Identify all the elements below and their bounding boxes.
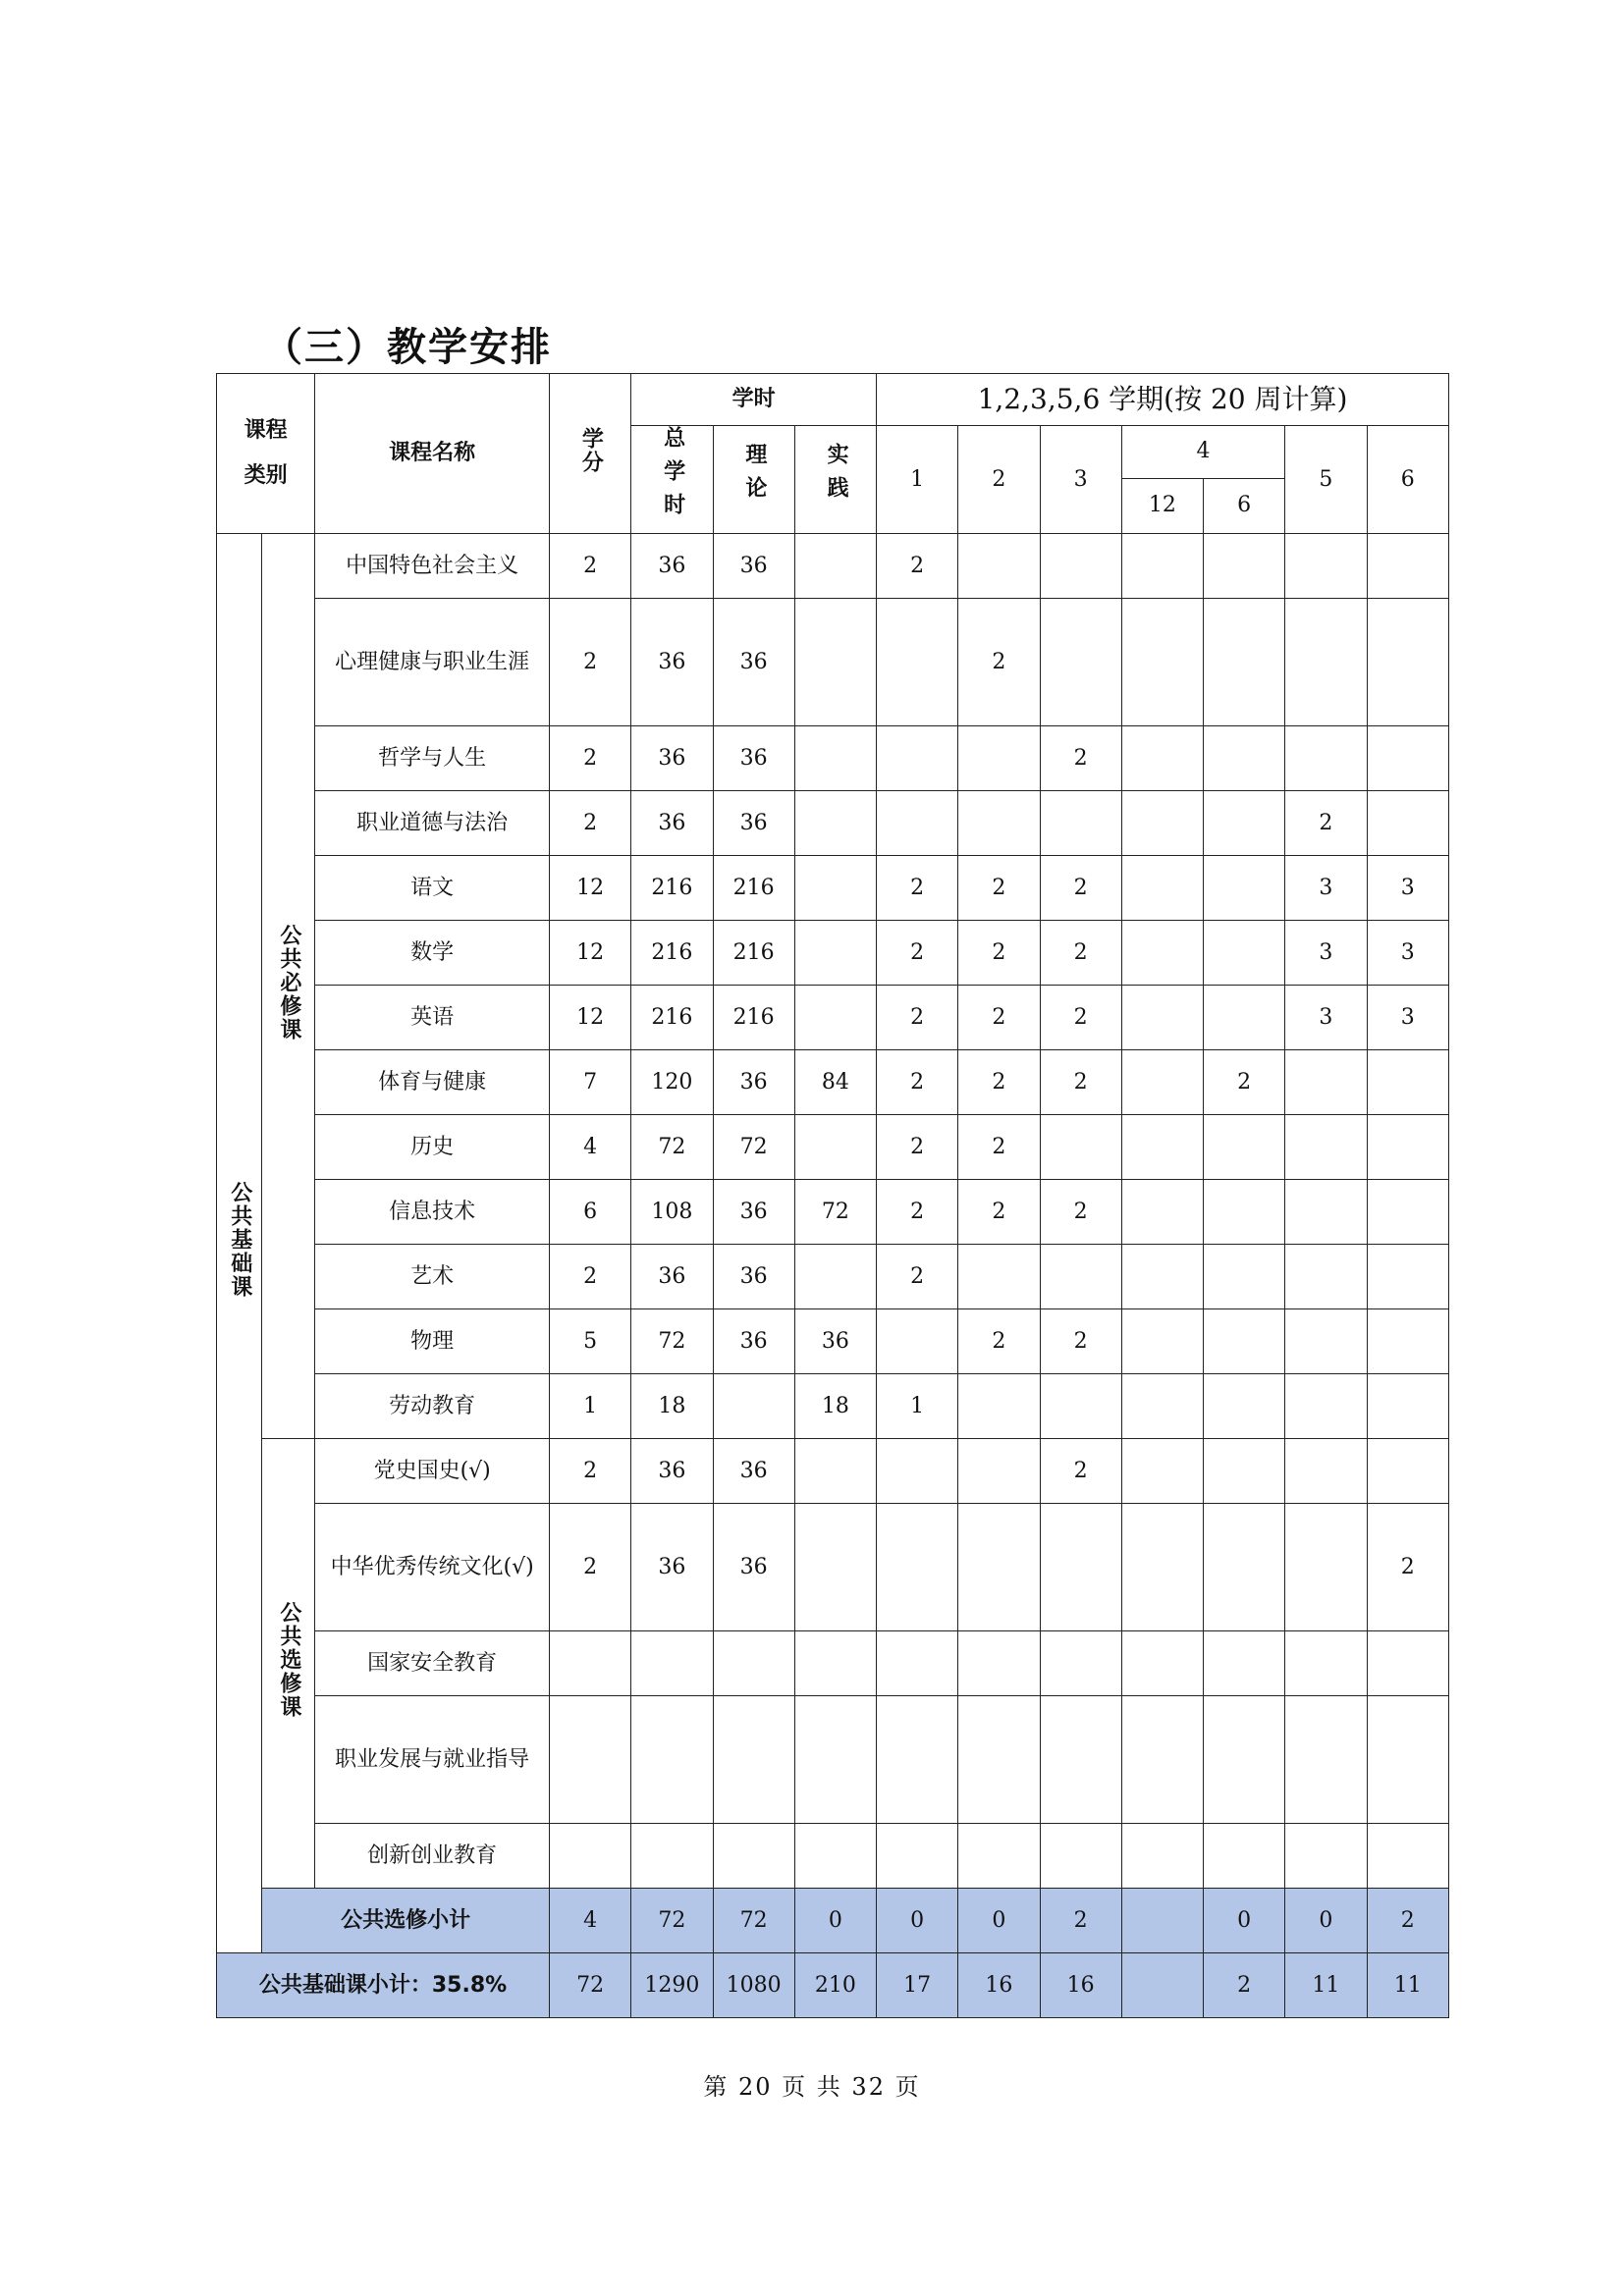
cell-s2: 2	[958, 921, 1040, 986]
cell-s2: 2	[958, 1180, 1040, 1245]
cell-theory: 216	[713, 921, 794, 986]
cell-s3: 2	[1040, 1180, 1121, 1245]
cell-s3: 2	[1040, 1439, 1121, 1504]
cell-total	[631, 1631, 713, 1696]
group-public-required: 公共必修课	[262, 534, 315, 1439]
cell-credit	[550, 1824, 631, 1889]
cell-s4a	[1121, 1824, 1203, 1889]
course-name-cell: 语文	[315, 856, 550, 921]
cell-s6	[1367, 1180, 1448, 1245]
cell-s4a	[1121, 1631, 1203, 1696]
cell-s2: 2	[958, 599, 1040, 726]
table-row	[217, 1245, 1449, 1309]
semester-6-header: 6	[1367, 426, 1448, 534]
table-row	[217, 1050, 1449, 1115]
cell-s2	[958, 1504, 1040, 1631]
cell-theory: 36	[713, 1504, 794, 1631]
subtotal-s3: 2	[1040, 1889, 1121, 1953]
cell-total: 108	[631, 1180, 713, 1245]
table-row	[217, 1696, 1449, 1824]
cell-practice	[794, 599, 876, 726]
credits-header: 学分	[550, 374, 631, 534]
cell-theory: 36	[713, 1309, 794, 1374]
cell-s4a	[1121, 1504, 1203, 1631]
course-name-cell: 艺术	[315, 1245, 550, 1309]
course-name-cell: 劳动教育	[315, 1374, 550, 1439]
cell-credit: 12	[550, 986, 631, 1050]
basic-subtotal-label: 公共基础课小计：35.8%	[217, 1953, 550, 2018]
table-row	[217, 1374, 1449, 1439]
cell-s1: 2	[877, 986, 958, 1050]
cell-s1: 1	[877, 1374, 958, 1439]
cell-s2: 2	[958, 1115, 1040, 1180]
table-row	[217, 986, 1449, 1050]
cell-total: 216	[631, 921, 713, 986]
cell-s4b	[1204, 1115, 1285, 1180]
page-footer: 第 20 页 共 32 页	[703, 2073, 921, 2101]
cell-total: 216	[631, 986, 713, 1050]
subtotal-s6: 2	[1367, 1889, 1448, 1953]
subtotal-s5: 0	[1285, 1889, 1367, 1953]
course-name-cell: 中国特色社会主义	[315, 534, 550, 599]
cell-s1	[877, 1824, 958, 1889]
cell-s3	[1040, 1374, 1121, 1439]
cell-credit: 2	[550, 1504, 631, 1631]
cell-theory: 36	[713, 1245, 794, 1309]
cell-s5	[1285, 726, 1367, 791]
cell-s2	[958, 1824, 1040, 1889]
cell-s4b: 2	[1204, 1050, 1285, 1115]
cell-credit: 2	[550, 791, 631, 856]
cell-theory	[713, 1696, 794, 1824]
cell-s5	[1285, 1696, 1367, 1824]
cell-s1	[877, 1696, 958, 1824]
cell-s6	[1367, 1309, 1448, 1374]
basic-subtotal-theory: 1080	[713, 1953, 794, 2018]
cell-s4b	[1204, 726, 1285, 791]
cell-s1	[877, 726, 958, 791]
cell-s6	[1367, 1439, 1448, 1504]
table-row	[217, 599, 1449, 726]
basic-subtotal-s4a	[1121, 1953, 1203, 2018]
cell-s4b	[1204, 1309, 1285, 1374]
cell-practice	[794, 1439, 876, 1504]
cell-s4a	[1121, 599, 1203, 726]
cell-practice	[794, 986, 876, 1050]
cell-credit: 2	[550, 726, 631, 791]
cell-practice	[794, 1504, 876, 1631]
cell-credit: 12	[550, 856, 631, 921]
cell-credit: 6	[550, 1180, 631, 1245]
cell-s1: 2	[877, 856, 958, 921]
cell-practice	[794, 726, 876, 791]
cell-s5	[1285, 534, 1367, 599]
cell-s2	[958, 1631, 1040, 1696]
cell-practice: 36	[794, 1309, 876, 1374]
basic-subtotal-row	[217, 1953, 1449, 2018]
cell-s1	[877, 1439, 958, 1504]
cell-s1: 2	[877, 921, 958, 986]
cell-s1: 2	[877, 1180, 958, 1245]
cell-s6	[1367, 726, 1448, 791]
cell-total: 72	[631, 1115, 713, 1180]
cell-s1	[877, 791, 958, 856]
cell-s2	[958, 1374, 1040, 1439]
cell-s5	[1285, 1309, 1367, 1374]
cell-credit: 1	[550, 1374, 631, 1439]
table-row	[217, 1504, 1449, 1631]
cell-s4a	[1121, 921, 1203, 986]
cell-s4a	[1121, 856, 1203, 921]
cell-total	[631, 1696, 713, 1824]
cell-s4a	[1121, 1180, 1203, 1245]
cell-s4a	[1121, 534, 1203, 599]
cell-s2	[958, 726, 1040, 791]
subtotal-theory: 72	[713, 1889, 794, 1953]
cell-s4b	[1204, 1374, 1285, 1439]
course-name-cell: 体育与健康	[315, 1050, 550, 1115]
cell-s6	[1367, 1824, 1448, 1889]
cell-credit: 2	[550, 1245, 631, 1309]
cell-s4b	[1204, 599, 1285, 726]
subtotal-s1: 0	[877, 1889, 958, 1953]
cell-s1	[877, 1631, 958, 1696]
cell-s2	[958, 1696, 1040, 1824]
subtotal-credit: 4	[550, 1889, 631, 1953]
cell-s2: 2	[958, 1309, 1040, 1374]
cell-theory: 36	[713, 599, 794, 726]
category-header: 课程类别	[217, 374, 315, 534]
cell-credit: 4	[550, 1115, 631, 1180]
cell-s4b	[1204, 986, 1285, 1050]
cell-s4b	[1204, 1631, 1285, 1696]
cell-s6: 2	[1367, 1504, 1448, 1631]
cell-total: 36	[631, 1504, 713, 1631]
cell-s5	[1285, 1245, 1367, 1309]
cell-s5	[1285, 1824, 1367, 1889]
cell-total: 36	[631, 726, 713, 791]
semester-2-header: 2	[958, 426, 1040, 534]
cell-s4b	[1204, 1245, 1285, 1309]
basic-subtotal-s1: 17	[877, 1953, 958, 2018]
cell-s6	[1367, 1696, 1448, 1824]
course-name-cell: 信息技术	[315, 1180, 550, 1245]
table-row	[217, 791, 1449, 856]
cell-s2: 2	[958, 986, 1040, 1050]
cell-s3: 2	[1040, 726, 1121, 791]
subtotal-s4a	[1121, 1889, 1203, 1953]
semester-4-sub-6: 6	[1204, 478, 1285, 534]
cell-theory: 216	[713, 986, 794, 1050]
table-row	[217, 534, 1449, 599]
cell-practice: 18	[794, 1374, 876, 1439]
cell-total: 18	[631, 1374, 713, 1439]
cell-s4a	[1121, 1374, 1203, 1439]
cell-s4a	[1121, 1439, 1203, 1504]
cell-s1: 2	[877, 1245, 958, 1309]
elective-subtotal-label: 公共选修小计	[262, 1889, 550, 1953]
cell-practice	[794, 1115, 876, 1180]
cell-theory: 36	[713, 1050, 794, 1115]
cell-total: 36	[631, 534, 713, 599]
course-name-cell: 中华优秀传统文化(√)	[315, 1504, 550, 1631]
group-public-basic: 公共基础课	[217, 534, 262, 1953]
cell-s4b	[1204, 921, 1285, 986]
course-name-cell: 创新创业教育	[315, 1824, 550, 1889]
cell-s3: 2	[1040, 921, 1121, 986]
cell-s3	[1040, 1824, 1121, 1889]
cell-s5	[1285, 1374, 1367, 1439]
cell-credit: 7	[550, 1050, 631, 1115]
cell-practice	[794, 856, 876, 921]
basic-subtotal-s6: 11	[1367, 1953, 1448, 2018]
cell-practice	[794, 1696, 876, 1824]
cell-s4b	[1204, 1504, 1285, 1631]
cell-theory: 216	[713, 856, 794, 921]
cell-practice: 72	[794, 1180, 876, 1245]
cell-s1	[877, 1309, 958, 1374]
table-row	[217, 1180, 1449, 1245]
cell-s3: 2	[1040, 1050, 1121, 1115]
group-public-elective: 公共选修课	[262, 1439, 315, 1889]
cell-s4a	[1121, 1309, 1203, 1374]
cell-s4a	[1121, 1696, 1203, 1824]
cell-total: 36	[631, 599, 713, 726]
cell-credit: 12	[550, 921, 631, 986]
cell-s6	[1367, 1374, 1448, 1439]
cell-total: 120	[631, 1050, 713, 1115]
cell-s4a	[1121, 1115, 1203, 1180]
cell-total	[631, 1824, 713, 1889]
cell-s4a	[1121, 726, 1203, 791]
cell-theory: 72	[713, 1115, 794, 1180]
cell-s5	[1285, 1439, 1367, 1504]
subtotal-s4b: 0	[1204, 1889, 1285, 1953]
cell-s5	[1285, 1504, 1367, 1631]
semester-4-header: 4	[1121, 426, 1285, 479]
cell-s6	[1367, 534, 1448, 599]
cell-s6: 3	[1367, 986, 1448, 1050]
cell-credit	[550, 1696, 631, 1824]
course-name-cell: 哲学与人生	[315, 726, 550, 791]
teaching-schedule-table	[216, 373, 1449, 2018]
cell-s5	[1285, 599, 1367, 726]
cell-practice	[794, 791, 876, 856]
cell-s4b	[1204, 1824, 1285, 1889]
basic-subtotal-credit: 72	[550, 1953, 631, 2018]
cell-s4b	[1204, 1696, 1285, 1824]
cell-s5: 3	[1285, 921, 1367, 986]
practice-header: 实践	[794, 426, 876, 534]
cell-s4b	[1204, 534, 1285, 599]
cell-theory	[713, 1374, 794, 1439]
cell-practice: 84	[794, 1050, 876, 1115]
total-hours-header: 总学时	[631, 426, 713, 534]
cell-s3	[1040, 534, 1121, 599]
cell-s4a	[1121, 986, 1203, 1050]
cell-total: 216	[631, 856, 713, 921]
cell-credit: 2	[550, 1439, 631, 1504]
cell-theory: 36	[713, 726, 794, 791]
cell-s1: 2	[877, 534, 958, 599]
cell-practice	[794, 1631, 876, 1696]
cell-total: 36	[631, 1245, 713, 1309]
cell-s6	[1367, 599, 1448, 726]
cell-s4a	[1121, 791, 1203, 856]
table-row	[217, 921, 1449, 986]
cell-s6	[1367, 1115, 1448, 1180]
cell-credit: 2	[550, 599, 631, 726]
cell-practice	[794, 921, 876, 986]
cell-s6	[1367, 1050, 1448, 1115]
cell-s3	[1040, 599, 1121, 726]
cell-s5: 3	[1285, 986, 1367, 1050]
theory-header: 理论	[713, 426, 794, 534]
cell-s6: 3	[1367, 921, 1448, 986]
cell-s6: 3	[1367, 856, 1448, 921]
course-name-cell: 心理健康与职业生涯	[315, 599, 550, 726]
cell-theory	[713, 1631, 794, 1696]
cell-s1	[877, 599, 958, 726]
cell-credit: 5	[550, 1309, 631, 1374]
table-row	[217, 1824, 1449, 1889]
cell-s4b	[1204, 856, 1285, 921]
cell-s3	[1040, 791, 1121, 856]
cell-credit	[550, 1631, 631, 1696]
cell-s4a	[1121, 1050, 1203, 1115]
table-row	[217, 1631, 1449, 1696]
subtotal-total: 72	[631, 1889, 713, 1953]
cell-s2: 2	[958, 856, 1040, 921]
basic-subtotal-practice: 210	[794, 1953, 876, 2018]
cell-s2	[958, 534, 1040, 599]
cell-s4a	[1121, 1245, 1203, 1309]
course-name-cell: 数学	[315, 921, 550, 986]
cell-s5	[1285, 1180, 1367, 1245]
cell-s1: 2	[877, 1115, 958, 1180]
cell-s3: 2	[1040, 1309, 1121, 1374]
basic-subtotal-s5: 11	[1285, 1953, 1367, 2018]
section-title: （三）教学安排	[263, 325, 552, 370]
cell-s3	[1040, 1631, 1121, 1696]
cell-total: 36	[631, 1439, 713, 1504]
cell-theory: 36	[713, 1180, 794, 1245]
course-name-cell: 历史	[315, 1115, 550, 1180]
cell-s3	[1040, 1696, 1121, 1824]
cell-s3	[1040, 1115, 1121, 1180]
cell-s3	[1040, 1245, 1121, 1309]
course-name-header: 课程名称	[315, 374, 550, 534]
cell-s6	[1367, 1631, 1448, 1696]
basic-subtotal-s2: 16	[958, 1953, 1040, 2018]
cell-theory: 36	[713, 534, 794, 599]
cell-theory: 36	[713, 791, 794, 856]
cell-s3	[1040, 1504, 1121, 1631]
elective-subtotal-row	[217, 1889, 1449, 1953]
basic-subtotal-s4b: 2	[1204, 1953, 1285, 2018]
table-row	[217, 856, 1449, 921]
cell-s2	[958, 1245, 1040, 1309]
course-name-cell: 职业道德与法治	[315, 791, 550, 856]
course-name-cell: 党史国史(√)	[315, 1439, 550, 1504]
cell-total: 36	[631, 791, 713, 856]
cell-s5	[1285, 1115, 1367, 1180]
subtotal-s2: 0	[958, 1889, 1040, 1953]
cell-s2: 2	[958, 1050, 1040, 1115]
cell-s3: 2	[1040, 856, 1121, 921]
cell-theory	[713, 1824, 794, 1889]
semester-4-sub-12: 12	[1121, 478, 1203, 534]
semester-5-header: 5	[1285, 426, 1367, 534]
semester-1-header: 1	[877, 426, 958, 534]
table-row	[217, 726, 1449, 791]
cell-practice	[794, 1245, 876, 1309]
cell-s1	[877, 1504, 958, 1631]
cell-s2	[958, 1439, 1040, 1504]
course-name-cell: 国家安全教育	[315, 1631, 550, 1696]
course-name-cell: 物理	[315, 1309, 550, 1374]
semester-3-header: 3	[1040, 426, 1121, 534]
basic-subtotal-s3: 16	[1040, 1953, 1121, 2018]
cell-theory: 36	[713, 1439, 794, 1504]
table-row	[217, 1309, 1449, 1374]
subtotal-practice: 0	[794, 1889, 876, 1953]
course-name-cell: 职业发展与就业指导	[315, 1696, 550, 1824]
cell-s5: 2	[1285, 791, 1367, 856]
cell-s4b	[1204, 1439, 1285, 1504]
course-name-cell: 英语	[315, 986, 550, 1050]
cell-s3: 2	[1040, 986, 1121, 1050]
cell-practice	[794, 534, 876, 599]
cell-total: 72	[631, 1309, 713, 1374]
cell-s6	[1367, 791, 1448, 856]
cell-s6	[1367, 1245, 1448, 1309]
cell-s4b	[1204, 791, 1285, 856]
cell-credit: 2	[550, 534, 631, 599]
cell-s2	[958, 791, 1040, 856]
cell-s5	[1285, 1631, 1367, 1696]
hours-header: 学时	[631, 374, 877, 426]
cell-s5	[1285, 1050, 1367, 1115]
basic-subtotal-total: 1290	[631, 1953, 713, 2018]
cell-s5: 3	[1285, 856, 1367, 921]
cell-s4b	[1204, 1180, 1285, 1245]
cell-practice	[794, 1824, 876, 1889]
table-row	[217, 1115, 1449, 1180]
semesters-header: 1,2,3,5,6 学期(按 20 周计算)	[877, 374, 1449, 426]
cell-s1: 2	[877, 1050, 958, 1115]
table-row	[217, 1439, 1449, 1504]
